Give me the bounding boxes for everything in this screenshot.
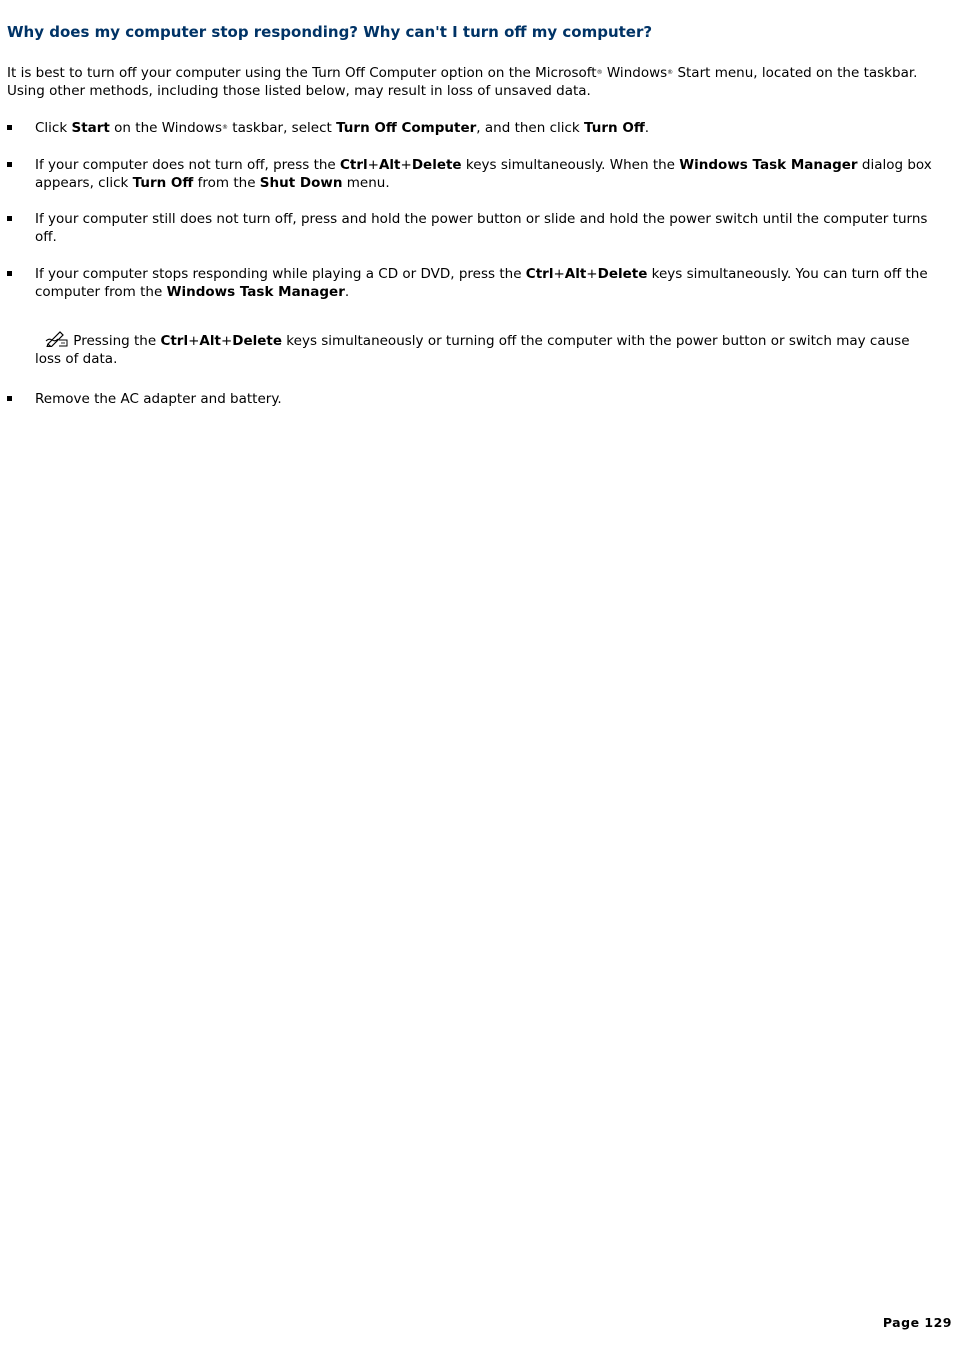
intro-paragraph: It is best to turn off your computer using the Turn Off Computer option on the Microsoft® Windows® Start menu, located on the taskbar. Using other methods, including those listed below, may result in loss of unsaved data. [7,65,918,99]
registered-mark: ® [221,124,228,131]
bullet-square-icon [7,271,12,276]
bullet-square-icon [7,216,12,221]
registered-mark: ® [596,69,603,76]
registered-mark: ® [667,69,674,76]
bullet-square-icon [7,162,12,167]
list-item: If your computer stops responding while playing a CD or DVD, press the Ctrl+Alt+Delete keys simultaneously. You can turn off the computer from the Windows Task Manager. [7,265,942,301]
list-item: Click Start on the Windows® taskbar, select Turn Off Computer, and then click Turn Off. [7,119,942,137]
list-item: Remove the AC adapter and battery. [7,390,942,408]
bullet-square-icon [7,125,12,130]
note-block: Pressing the Ctrl+Alt+Delete keys simultaneously or turning off the computer with the power button or switch may cause loss of data. [35,329,935,368]
page-title: Why does my computer stop responding? Why can't I turn off my computer? [7,23,653,41]
note-pen-icon [45,329,69,347]
list-item: If your computer still does not turn off, press and hold the power button or slide and hold the power switch until the computer turns off. [7,210,942,246]
bullet-square-icon [7,396,12,401]
page-number: Page 129 [882,1315,952,1330]
list-item: If your computer does not turn off, press the Ctrl+Alt+Delete keys simultaneously. When the Windows Task Manager dialog box appears, click Turn Off from the Shut Down menu. [7,156,942,192]
